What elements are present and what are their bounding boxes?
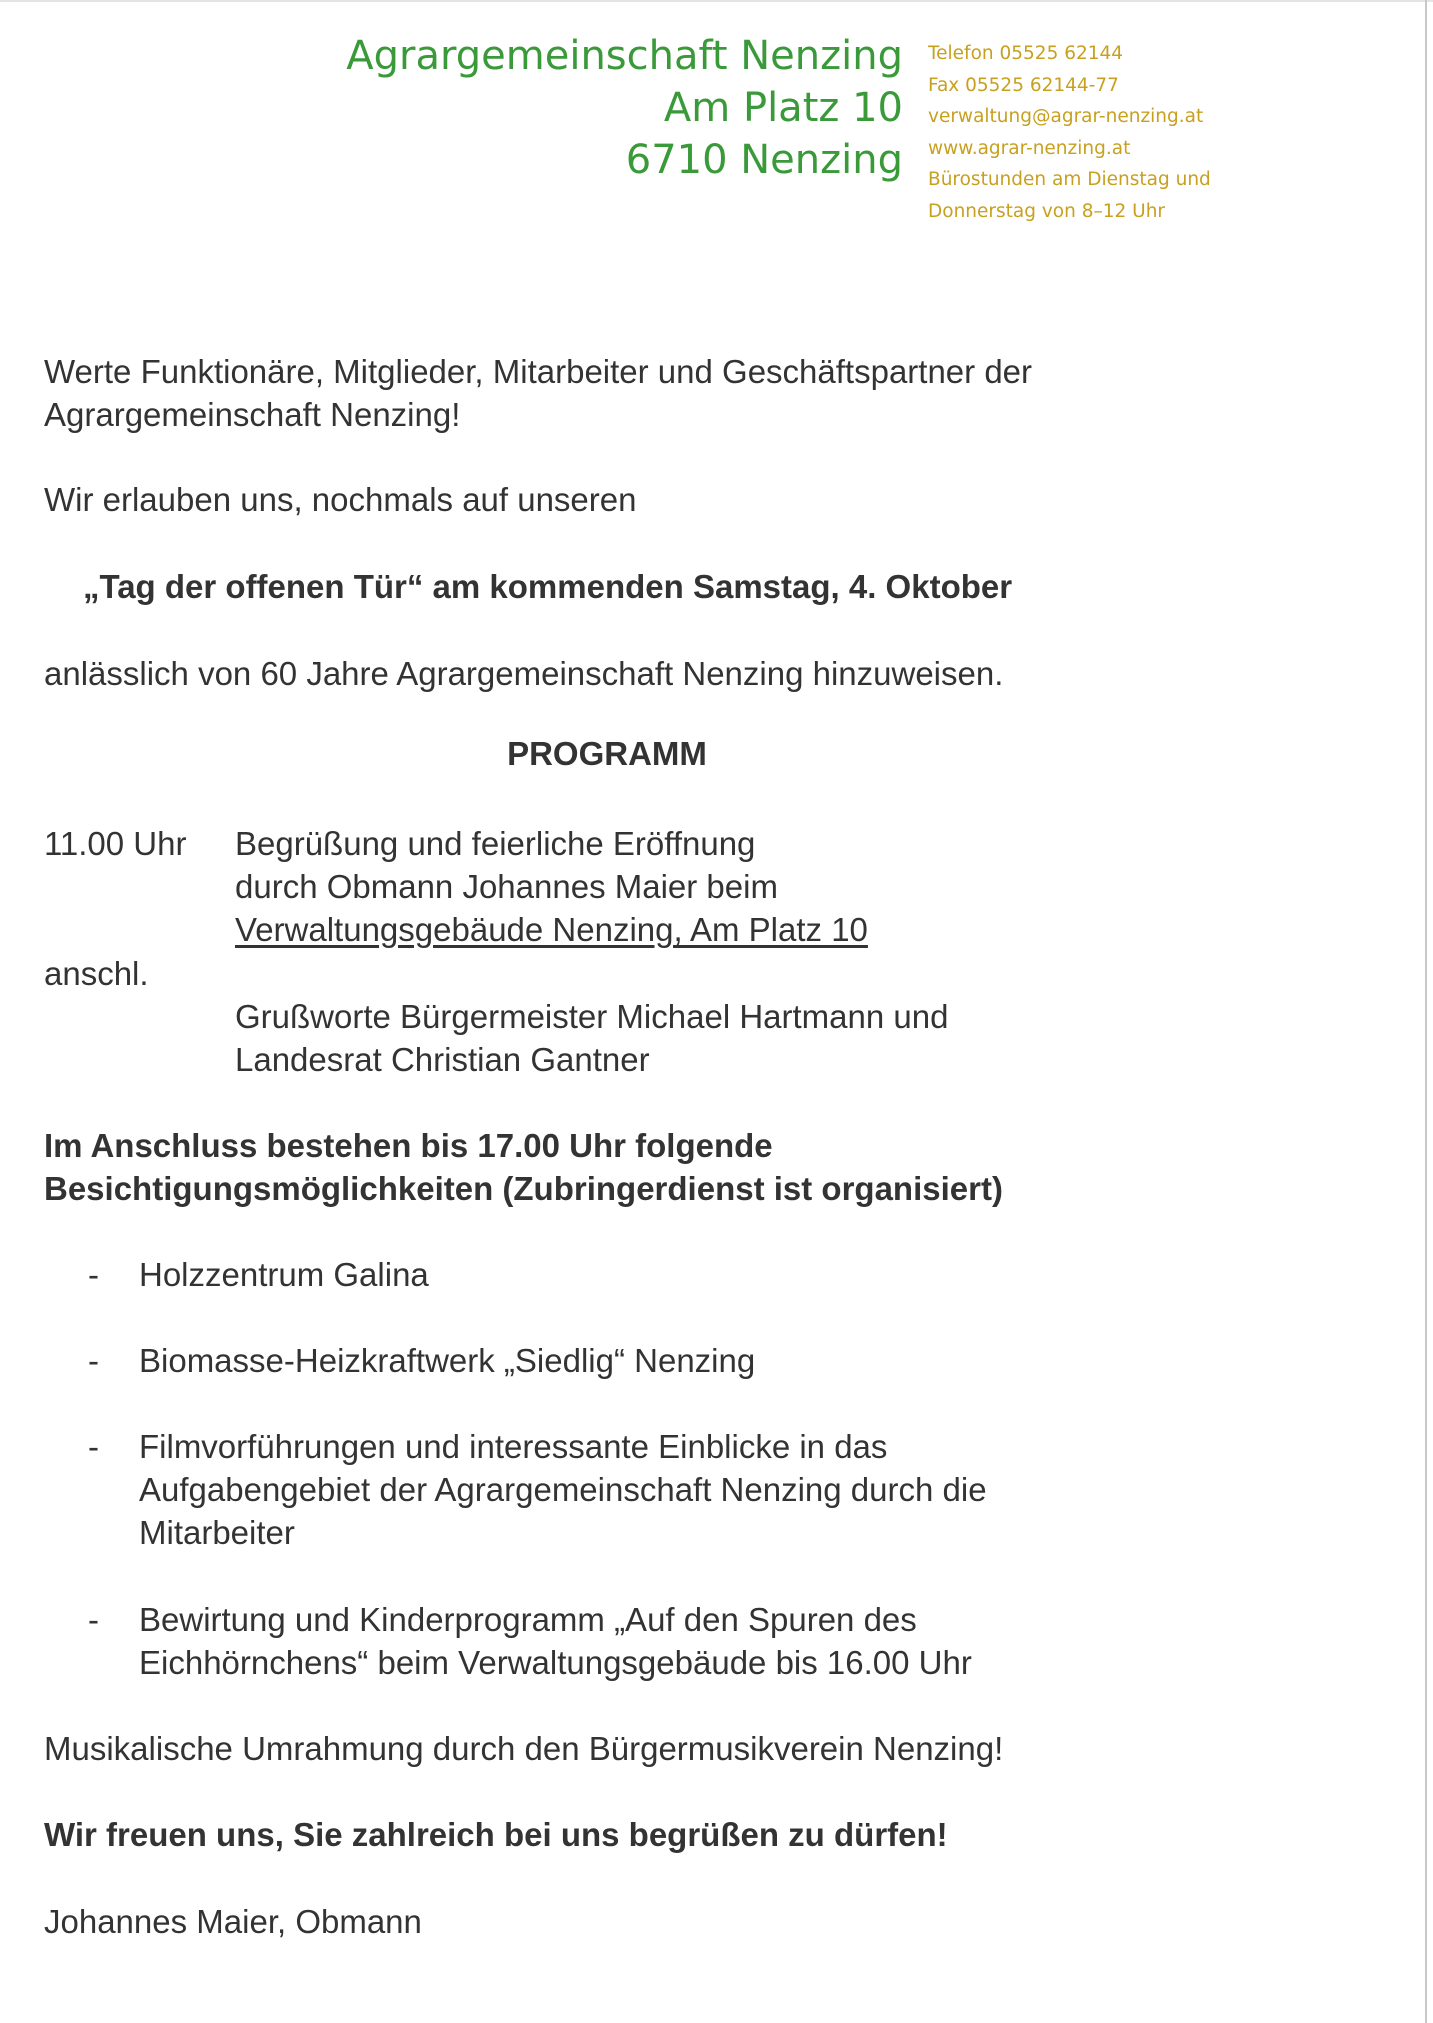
greetings-line1: Grußworte Bürgermeister Michael Hartmann und (235, 998, 949, 1035)
salutation-line1: Werte Funktionäre, Mitglieder, Mitarbeiter und Geschäftspartner der (44, 353, 1033, 390)
closing-line: Wir freuen uns, Sie zahlreich bei uns begrüßen zu dürfen! (44, 1816, 948, 1853)
bullet-dash: - (88, 1342, 99, 1379)
schedule-location: Verwaltungsgebäude Nenzing, Am Platz 10 (235, 911, 868, 948)
letterhead-contact (928, 38, 1211, 227)
signature: Johannes Maier, Obmann (44, 1903, 422, 1940)
page-right-edge (1425, 0, 1427, 2023)
city-address: 6710 Nenzing (625, 137, 903, 183)
letterhead-address (346, 30, 903, 186)
schedule-time: 11.00 Uhr (44, 825, 187, 862)
bullet-line: Eichhörnchens“ beim Verwaltungsgebäude bis 16.00 Uhr (139, 1644, 972, 1681)
salutation (44, 350, 1344, 436)
music-note: Musikalische Umrahmung durch den Bürgermusikverein Nenzing! (44, 1730, 1004, 1767)
bullet-dash: - (88, 1601, 99, 1638)
schedule-line1: Begrüßung und feierliche Eröffnung (235, 825, 756, 862)
schedule-opening (235, 822, 868, 951)
bullet-line: Mitarbeiter (139, 1514, 295, 1551)
visits-line1: Im Anschluss bestehen bis 17.00 Uhr folgende (44, 1127, 773, 1164)
office-hours-line2: Donnerstag von 8–12 Uhr (928, 200, 1166, 222)
bullet-text (139, 1339, 1189, 1382)
bullet-text (139, 1598, 1189, 1684)
schedule-then-label: anschl. (44, 955, 149, 992)
bullet-dash: - (88, 1256, 99, 1293)
fax-number: Fax 05525 62144-77 (928, 74, 1119, 96)
event-headline: „Tag der offenen Tür“ am kommenden Samstag, 4. Oktober (83, 568, 1013, 605)
bullet-line: Filmvorführungen und interessante Einblicke in das (139, 1428, 888, 1465)
bullet-line: Holzzentrum Galina (139, 1256, 429, 1293)
bullet-text (139, 1253, 1189, 1296)
bullet-dash: - (88, 1428, 99, 1465)
email-address: verwaltung@agrar-nenzing.at (928, 106, 1204, 127)
street-address: Am Platz 10 (663, 85, 903, 131)
schedule-greetings (235, 995, 948, 1081)
occasion-text: anlässlich von 60 Jahre Agrargemeinschaft Nenzing hinzuweisen. (44, 655, 1004, 692)
org-name: Agrargemeinschaft Nenzing (346, 33, 903, 79)
bullet-line: Biomasse-Heizkraftwerk „Siedlig“ Nenzing (139, 1342, 756, 1379)
salutation-line2: Agrargemeinschaft Nenzing! (44, 396, 461, 433)
intro-text: Wir erlauben uns, nochmals auf unseren (44, 481, 637, 518)
greetings-line2: Landesrat Christian Gantner (235, 1041, 650, 1078)
program-title: PROGRAMM (507, 735, 707, 772)
phone-number: Telefon 05525 62144 (928, 43, 1124, 64)
office-hours-line1: Bürostunden am Dienstag und (928, 169, 1211, 190)
bullet-line: Aufgabengebiet der Agrargemeinschaft Nenzing durch die (139, 1471, 987, 1508)
bullet-line: Bewirtung und Kinderprogramm „Auf den Spuren des (139, 1601, 917, 1638)
visits-heading (44, 1124, 1344, 1210)
schedule-line2: durch Obmann Johannes Maier beim (235, 868, 778, 905)
page-top-edge (0, 0, 1433, 2)
website-url: www.agrar-nenzing.at (928, 137, 1131, 159)
visits-line2: Besichtigungsmöglichkeiten (Zubringerdienst ist organisiert) (44, 1170, 1003, 1207)
bullet-text (139, 1425, 1189, 1554)
